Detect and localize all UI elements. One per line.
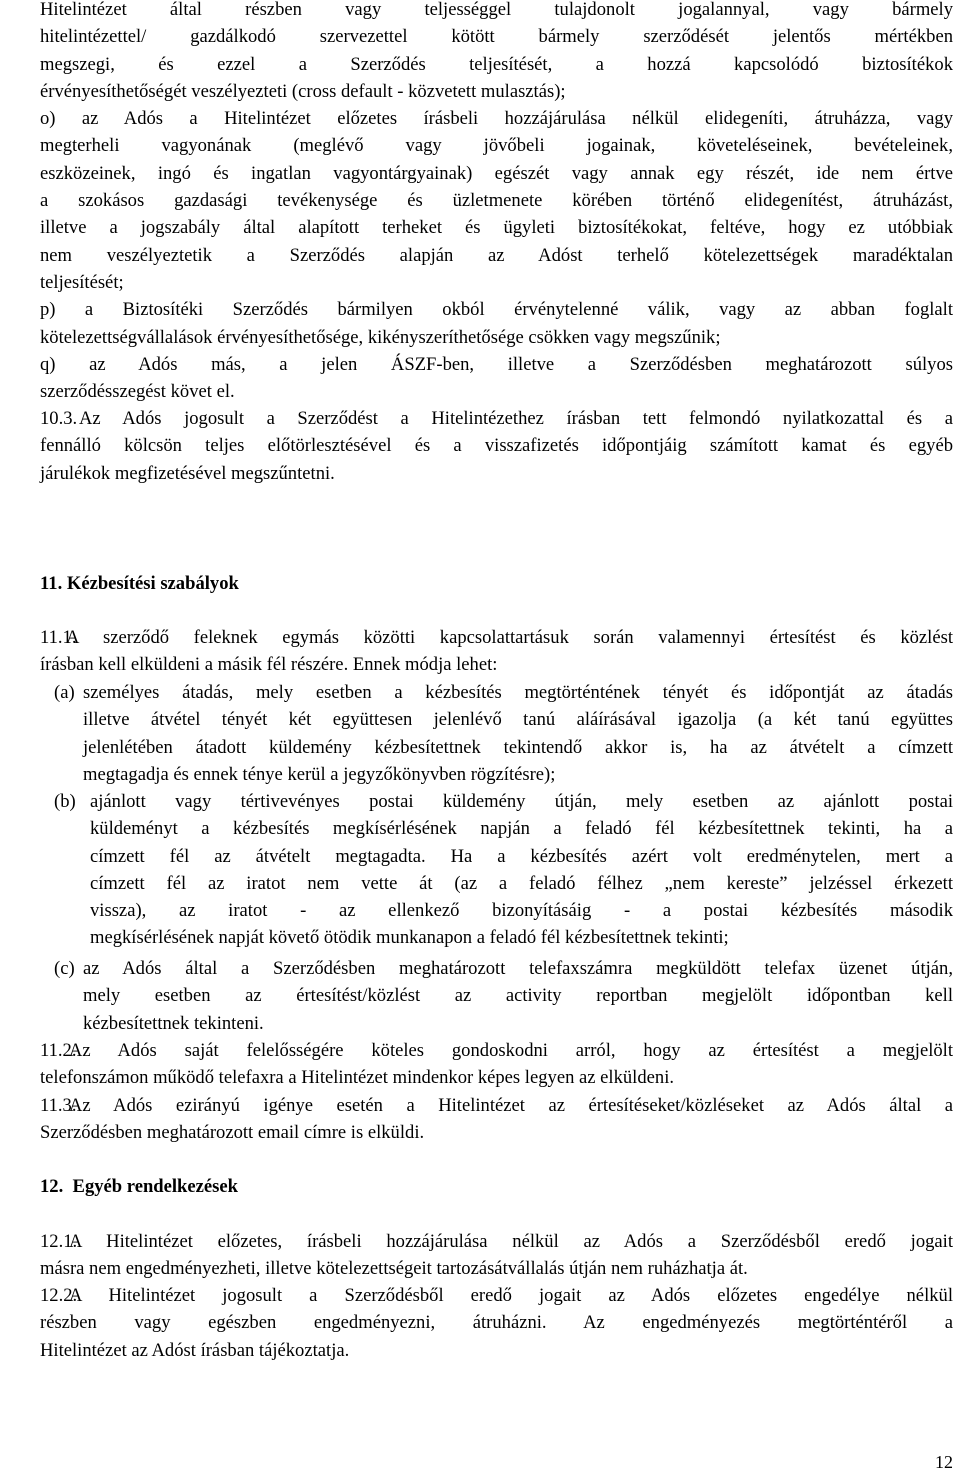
item-text-line: személyes átadás, mely esetben a kézbesítés megtörténtének tényét és időpontját az átadás — [83, 682, 953, 703]
list-item-p: p) a Biztosítéki Szerződés bármilyen okból érvénytelenné válik, vagy az abban foglalt — [40, 299, 953, 321]
item-text-line: vissza), az iratot - az ellenkező bizonyításáig - a postai kézbesítés második — [90, 900, 953, 922]
clause-text-line: járulékok megfizetésével megszűntetni. — [40, 462, 335, 484]
clause-number: 12.1. — [40, 1231, 78, 1252]
list-item-o: o) az Adós a Hitelintézet előzetes írásbeli hozzájárulása nélkül elidegeníti, átruházza, vagy — [40, 108, 953, 130]
list-item-q: q) az Adós más, a jelen ÁSZF-ben, illetve a Szerződésben meghatározott súlyos — [40, 353, 953, 375]
breach-list-continuation — [40, 0, 953, 405]
clause-text-line: Az Adós ezirányú igénye esetén a Hitelintézet az értesítéseket/közléseket az Adós által a — [69, 1095, 953, 1116]
section-11-heading: 11. Kézbesítési szabályok — [40, 573, 239, 594]
text-line: kötelezettségvállalások érvényesíthetősége, kikényszeríthetősége csökken vagy megszűnik; — [40, 326, 721, 348]
text-line: nem veszélyeztetik a Szerződés alapján az Adóst terhelő kötelezettségek maradéktalan — [40, 244, 953, 266]
clause-text-line: A szerződő feleknek egymás közötti kapcsolattartásuk során valamennyi értesítést és közlést — [66, 627, 953, 648]
item-text-line: megtagadja és ennek ténye kerül a jegyzőkönyvben rögzítésre); — [83, 763, 556, 785]
text-line: illetve a jogszabály által alapított terheket és ügyleti biztosítékokat, feltéve, hogy ez utóbbiak — [40, 217, 953, 239]
item-text-line: ajánlott vagy tértivevényes postai küldemény útján, mely esetben az ajánlott postai — [90, 791, 953, 812]
clause-text-line: másra nem engedményezheti, illetve kötelezettségeit tartozásátvállalás útján nem ruházhatja át. — [40, 1258, 748, 1280]
clause-number: 11.1. — [40, 627, 77, 648]
clause-number: 11.2. — [40, 1040, 77, 1061]
clause-text-line: írásban kell elküldeni a másik fél részére. Ennek módja lehet: — [40, 654, 498, 676]
clause-text-line: A Hitelintézet előzetes, írásbeli hozzájárulása nélkül az Adós a Szerződésből eredő jogait — [69, 1231, 953, 1252]
text-line: a szokásos gazdasági tevékenysége és üzletmenete körében történő elidegenítést, átruházást, — [40, 190, 953, 212]
clause-text-line: A Hitelintézet jogosult a Szerződésből eredő jogait az Adós előzetes engedélye nélkül — [69, 1285, 953, 1306]
clause-text-line: fennálló kölcsön teljes előtörlesztésével és a visszafizetés időpontjáig számított kamat és egyéb — [40, 435, 953, 457]
item-text-line: illetve átvétel tényét két együttesen jelenlévő tanú aláírásával igazolja (a két tanú együttes — [83, 709, 953, 731]
item-text-line: címzett fél az átvételt megtagadta. Ha a kézbesítés azért volt eredménytelen, mert a — [90, 845, 953, 867]
clause-text-line: telefonszámon működő telefaxra a Hitelintézet mindenkor képes legyen az elküldeni. — [40, 1067, 675, 1089]
clause-number: 12.2. — [40, 1285, 78, 1306]
item-text-line: kézbesítettnek tekinteni. — [83, 1012, 264, 1034]
clause-text-line: Hitelintézet az Adóst írásban tájékoztatja. — [40, 1339, 350, 1361]
text-line: szerződésszegést követ el. — [40, 381, 235, 403]
item-text-line: címzett fél az iratot nem vette át (az a feladó félhez „nem kereste” jelzéssel érkezett — [90, 872, 953, 894]
text-line: megterheli vagyonának (meglévő vagy jövőbeli jogainak, követeléseinek, bevételeinek, — [40, 135, 953, 157]
text-line: megszegi, és ezzel a Szerződés teljesítését, a hozzá kapcsolódó biztosítékok — [40, 53, 953, 75]
item-text-line: jelenlétében átadott küldemény kézbesítettnek tekintendő akkor is, ha az átvételt a címzett — [83, 736, 953, 758]
section-12-heading: 12. Egyéb rendelkezések — [40, 1176, 238, 1197]
clause-text-line: Az Adós jogosult a Szerződést a Hitelintézethez írásban tett felmondó nyilatkozattal és a — [79, 408, 953, 429]
text-line: teljesítését; — [40, 271, 124, 293]
clause-text-line: részben vagy egészben engedményezni, átruházni. Az engedményezés megtörténtéről a — [40, 1312, 953, 1334]
item-label: (b) — [54, 791, 76, 812]
item-text-line: megkísérlésének napját követő ötödik munkanapon a feladó fél kézbesítettnek tekinti; — [90, 927, 729, 949]
item-label: (c) — [54, 958, 75, 979]
item-label: (a) — [54, 682, 75, 703]
clause-number: 11.3. — [40, 1095, 77, 1116]
page-number: 12 — [935, 1452, 953, 1472]
clause-text-line: Szerződésben meghatározott email címre is elküldi. — [40, 1122, 425, 1144]
text-line: hitelintézettel/ gazdálkodó szervezettel kötött bármely szerződését jelentős mértékben — [40, 26, 953, 48]
text-line: Hitelintézet által részben vagy teljességgel tulajdonolt jogalannyal, vagy bármely — [40, 0, 953, 20]
clause-text-line: Az Adós saját felelősségére köteles gondoskodni arról, hogy az értesítést a megjelölt — [69, 1040, 953, 1061]
item-text-line: mely esetben az értesítést/közlést az activity reportban megjelölt időpontban kell — [83, 985, 953, 1007]
text-line: érvényesíthetőségét veszélyezteti (cross default - közvetett mulasztás); — [40, 80, 566, 102]
item-text-line: az Adós által a Szerződésben meghatározott telefaxszámra megküldött telefax üzenet útján, — [83, 958, 953, 979]
item-text-line: küldeményt a kézbesítés megkísérlésének napján a feladó fél kézbesítettnek tekinti, ha a — [90, 818, 953, 840]
text-line: eszközeinek, ingó és ingatlan vagyontárgyainak) egészét vagy annak egy részét, ide nem értve — [40, 162, 953, 184]
clause-number: 10.3. — [40, 408, 78, 429]
